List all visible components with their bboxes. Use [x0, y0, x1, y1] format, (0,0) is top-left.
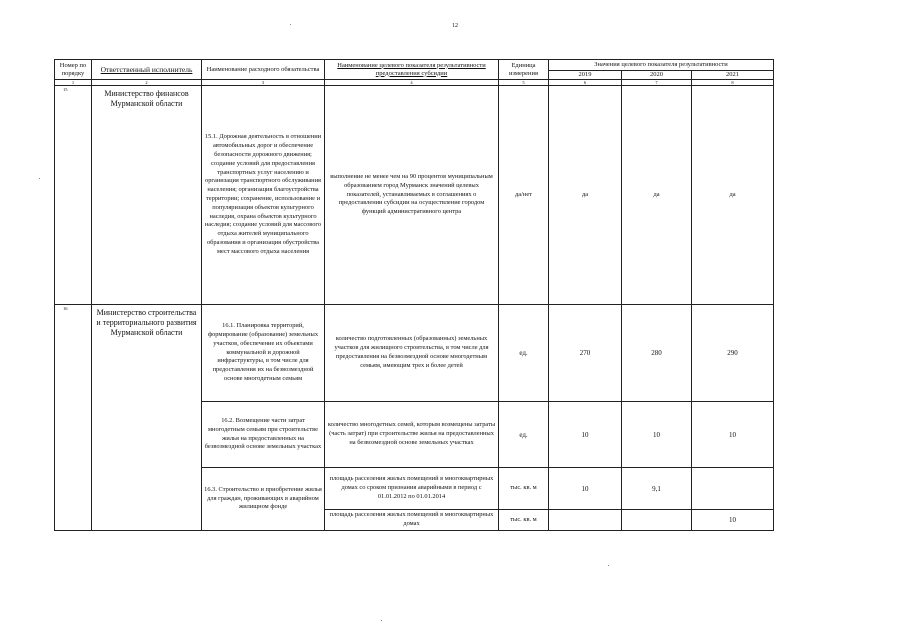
indicators-table	[54, 59, 774, 531]
unit-cell: тыс. кв. м	[499, 510, 549, 531]
header-obligation: Наименование расходного обязательства	[202, 60, 325, 80]
indicator-cell: площадь расселения жилых помещений в многоквартирных домах со сроком признания аварийными в период с 01.01.2012 по 01.01.2014	[325, 468, 499, 510]
value-2021-cell	[692, 468, 774, 510]
obligation-cell: 16.2. Возмещение части затрат многодетным семьям при строительстве жилья на предоставленных на безвозмездной основе земельных участках	[202, 402, 325, 468]
table-row	[55, 305, 774, 402]
col-number: 1	[55, 80, 92, 86]
scan-speck	[290, 24, 291, 25]
value-2019-cell: 10	[549, 468, 622, 510]
header-indicator: Наименование целевого показателя результативности предоставления субсидии	[325, 60, 499, 80]
indicator-cell: выполнение не менее чем на 90 процентов муниципальным образованием город Мурманск значений целевых показателей, устанавливаемых в соглашениях о предоставлении субсидии на осуществление городом функций административного центра	[325, 86, 499, 305]
value-2021-cell: 10	[692, 402, 774, 468]
obligation-cell: 16.3. Строительство и приобретение жилья для граждан, проживающих в аварийном жилищном фонде	[202, 468, 325, 531]
header-year-2021: 2021	[692, 71, 774, 80]
col-number: 8	[692, 80, 774, 86]
col-number: 6	[549, 80, 622, 86]
unit-cell: тыс. кв. м	[499, 468, 549, 510]
col-number: 2	[92, 80, 202, 86]
value-2020-cell: 280	[622, 305, 692, 402]
header-year-2019: 2019	[549, 71, 622, 80]
indicator-cell: количество подготовленных (образованных) земельных участков для жилищного строительства, в том числе для предоставления на безвозмездной основе многодетным семьям, имеющим трех и более детей	[325, 305, 499, 402]
value-2021-cell: 290	[692, 305, 774, 402]
unit-cell: ед.	[499, 402, 549, 468]
value-2020-cell	[622, 510, 692, 531]
header-year-2020: 2020	[622, 71, 692, 80]
row-number: 16	[55, 305, 92, 531]
value-2020-cell: 9,1	[622, 468, 692, 510]
scan-speck	[381, 620, 382, 621]
col-number: 5	[499, 80, 549, 86]
value-2019-cell	[549, 510, 622, 531]
value-2021-cell: да	[692, 86, 774, 305]
col-number: 3	[202, 80, 325, 86]
col-number: 4	[325, 80, 499, 86]
header-row-1	[55, 60, 774, 71]
header-no: Номер по порядку	[55, 60, 92, 80]
value-2020-cell: 10	[622, 402, 692, 468]
obligation-cell: 15.1. Дорожная деятельность в отношении автомобильных дорог и обеспечение безопасности дорожного движения; создание условий для предоставления транспортных услуг населению и организация транспортного обслуживания населения; организация благоустройства территории; сохранение, использование и популяризация объектов культурного наследия, охрана объектов культурного наследия; создание условий для массового отдыха жителей муниципального образования и организация обустройства мест массового отдыха населения	[202, 86, 325, 305]
indicator-cell: площадь расселения жилых помещений в многоквартирных домах	[325, 510, 499, 531]
indicator-cell: количество многодетных семей, которым возмещены затраты (часть затрат) при строительстве жилья на предоставленных на безвозмездной основе земельных участках	[325, 402, 499, 468]
executor-cell: Министерство финансов Мурманской области	[92, 86, 202, 305]
value-2020-cell: да	[622, 86, 692, 305]
table-row	[55, 86, 774, 305]
value-2019-cell: 10	[549, 402, 622, 468]
value-2019-cell: да	[549, 86, 622, 305]
header-executor: Ответственный исполнитель	[92, 60, 202, 80]
unit-cell: да/нет	[499, 86, 549, 305]
value-2021-cell: 10	[692, 510, 774, 531]
unit-cell: ед.	[499, 305, 549, 402]
value-2019-cell: 270	[549, 305, 622, 402]
executor-cell: Министерство строительства и территориального развития Мурманской области	[92, 305, 202, 531]
header-unit: Единица измерения	[499, 60, 549, 80]
page-number: 12	[452, 23, 458, 29]
col-number: 7	[622, 80, 692, 86]
scan-speck	[608, 565, 609, 566]
scan-speck	[39, 178, 40, 179]
header-values: Значения целевого показателя результативности	[549, 60, 774, 71]
obligation-cell: 16.1. Планировка территорий, формирование (образование) земельных участков, обеспечение их объектами коммунальной и дорожной инфраструктуры, в том числе для предоставления их на безвозмездной основе многодетным семьям	[202, 305, 325, 402]
row-number: 15	[55, 86, 92, 305]
